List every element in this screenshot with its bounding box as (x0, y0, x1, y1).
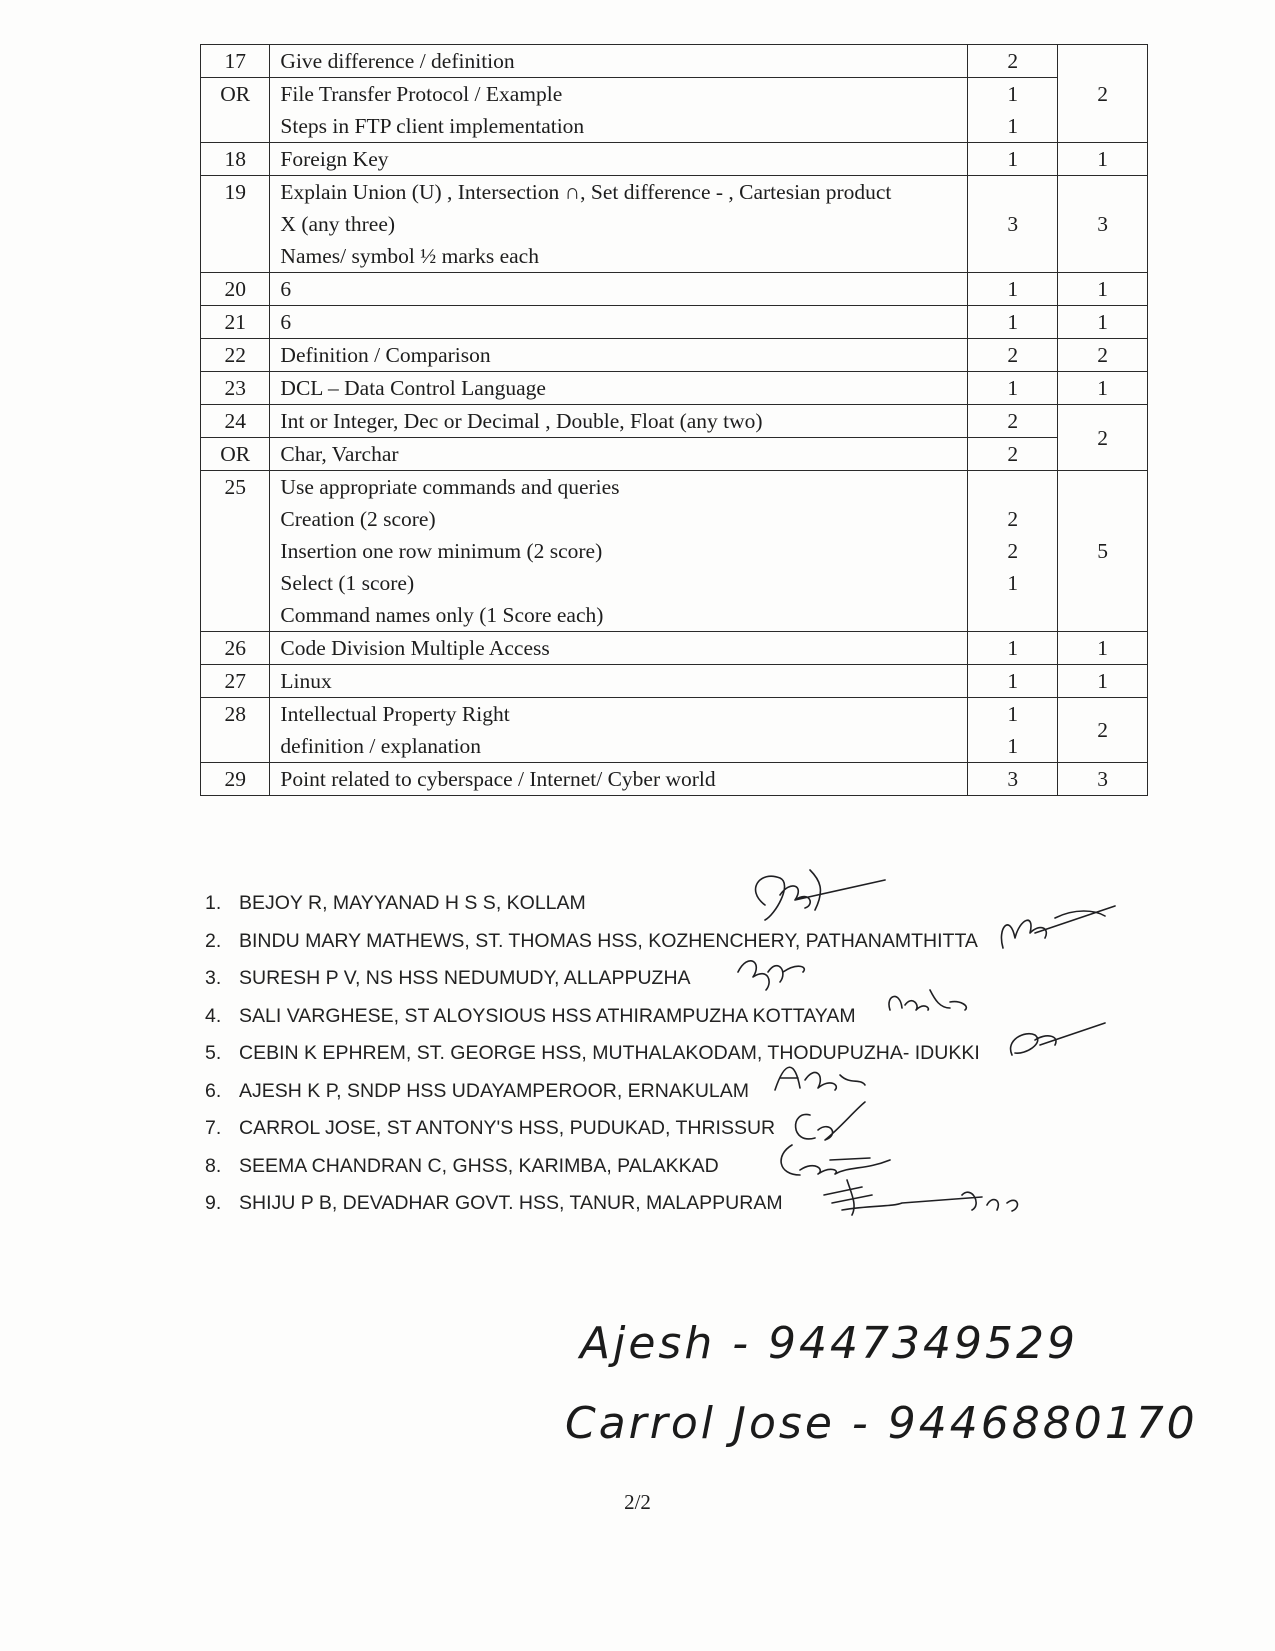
table-row (201, 78, 1148, 143)
member-name: BEJOY R, MAYYANAD H S S, KOLLAM (239, 892, 586, 914)
score: 2 (1007, 507, 1019, 531)
question-number: 19 (201, 176, 270, 273)
member-name: SURESH P V, NS HSS NEDUMUDY, ALLAPPUZHA (239, 967, 691, 989)
total-score: 1 (1058, 273, 1148, 306)
member-name: AJESH K P, SNDP HSS UDAYAMPEROOR, ERNAKULAM (239, 1079, 750, 1102)
answer-text: 6 (280, 310, 292, 334)
answer-text: 6 (280, 277, 292, 301)
answer-text: Names/ symbol ½ marks each (280, 244, 539, 268)
total-score: 1 (1058, 632, 1148, 665)
score: 2 (1007, 409, 1019, 433)
question-number: 27 (201, 665, 270, 698)
table-row (201, 763, 1148, 796)
list-item: 6. AJESH K P, SNDP HSS UDAYAMPEROOR, ERNAKULAM (205, 1079, 750, 1102)
signature-9 (812, 1165, 1022, 1225)
member-name: BINDU MARY MATHEWS, ST. THOMAS HSS, KOZHENCHERY, PATHANAMTHITTA (239, 929, 978, 952)
score: 1 (1007, 669, 1019, 693)
question-number: 28 (201, 698, 270, 763)
answer-text: Creation (2 score) (280, 507, 436, 531)
total-score: 3 (1058, 763, 1148, 796)
answer-text: Int or Integer, Dec or Decimal , Double, Float (any two) (280, 409, 763, 433)
score: 1 (1007, 571, 1019, 595)
total-score: 1 (1058, 143, 1148, 176)
list-item: 1. BEJOY R, MAYYANAD H S S, KOLLAM (205, 892, 586, 914)
table-row (201, 471, 1148, 632)
answer-text: Linux (280, 669, 332, 693)
score: 1 (1007, 147, 1019, 171)
answer-text: Give difference / definition (280, 49, 515, 73)
table-row (201, 176, 1148, 273)
question-number: 20 (201, 273, 270, 306)
table-row (201, 438, 1148, 471)
total-score: 3 (1058, 176, 1148, 273)
table-row (201, 45, 1148, 78)
total-score: 1 (1058, 306, 1148, 339)
list-item: 5. CEBIN K EPHREM, ST. GEORGE HSS, MUTHALAKODAM, THODUPUZHA- IDUKKI (205, 1042, 980, 1064)
question-number: 17 (201, 45, 270, 78)
score: 3 (1007, 212, 1019, 236)
list-item: 3. SURESH P V, NS HSS NEDUMUDY, ALLAPPUZHA (205, 967, 691, 989)
score: 1 (1007, 114, 1019, 138)
handwritten-contact-2: Carrol Jose - 9446880170 (565, 1398, 1198, 1449)
score: 2 (1007, 539, 1019, 563)
question-number: 29 (201, 763, 270, 796)
signature-4 (880, 980, 975, 1020)
table-row (201, 632, 1148, 665)
question-number: 24 (201, 405, 270, 438)
member-name: CARROL JOSE, ST ANTONY'S HSS, PUDUKAD, THRISSUR (239, 1117, 776, 1139)
handwritten-contact-1: Ajesh - 9447349529 (580, 1318, 1078, 1369)
total-score: 2 (1058, 698, 1148, 763)
table-row (201, 339, 1148, 372)
list-item: 7. CARROL JOSE, ST ANTONY'S HSS, PUDUKAD, THRISSUR (205, 1117, 776, 1139)
member-name: CEBIN K EPHREM, ST. GEORGE HSS, MUTHALAKODAM, THODUPUZHA- IDUKKI (239, 1042, 980, 1064)
member-name: SEEMA CHANDRAN C, GHSS, KARIMBA, PALAKKAD (239, 1154, 719, 1177)
total-score: 2 (1058, 339, 1148, 372)
signature-3 (728, 942, 838, 992)
question-number: 18 (201, 143, 270, 176)
table-row (201, 306, 1148, 339)
signature-2 (995, 898, 1125, 953)
list-item: 9. SHIJU P B, DEVADHAR GOVT. HSS, TANUR, MALAPPURAM (205, 1192, 783, 1214)
answer-text: Code Division Multiple Access (280, 636, 550, 660)
answer-text: definition / explanation (280, 734, 482, 758)
answer-text: Use appropriate commands and queries (280, 475, 620, 499)
list-item: 2. BINDU MARY MATHEWS, ST. THOMAS HSS, KOZHENCHERY, PATHANAMTHITTA (205, 929, 978, 952)
total-score: 1 (1058, 372, 1148, 405)
score: 1 (1007, 277, 1019, 301)
score: 1 (1007, 376, 1019, 400)
score: 1 (1007, 734, 1019, 758)
answer-text: Intellectual Property Right (280, 702, 510, 726)
answer-text: Point related to cyberspace / Internet/ Cyber world (280, 767, 716, 791)
answer-text: File Transfer Protocol / Example (280, 82, 563, 106)
table-row (201, 372, 1148, 405)
answer-text: Insertion one row minimum (2 score) (280, 539, 603, 563)
answer-text: X (any three) (280, 212, 396, 236)
total-score: 2 (1058, 405, 1148, 471)
table-row (201, 273, 1148, 306)
page-number: 2/2 (624, 1490, 651, 1514)
score: 3 (1007, 767, 1019, 791)
answer-text: Definition / Comparison (280, 343, 491, 367)
question-number: OR (201, 78, 270, 143)
score: 1 (1007, 636, 1019, 660)
marking-scheme-table (200, 44, 1148, 796)
score: 2 (1007, 442, 1019, 466)
answer-text: Foreign Key (280, 147, 389, 171)
table-row (201, 405, 1148, 438)
question-number: 25 (201, 471, 270, 632)
signature-1 (735, 860, 895, 930)
list-item: 8. SEEMA CHANDRAN C, GHSS, KARIMBA, PALAKKAD (205, 1154, 719, 1177)
total-score: 5 (1058, 471, 1148, 632)
table-row (201, 698, 1148, 763)
question-number: 21 (201, 306, 270, 339)
table-row (201, 665, 1148, 698)
score: 2 (1007, 343, 1019, 367)
list-item: 4. SALI VARGHESE, ST ALOYSIOUS HSS ATHIRAMPUZHA KOTTAYAM (205, 1004, 856, 1027)
answer-text: Command names only (1 Score each) (280, 603, 604, 627)
answer-text: Char, Varchar (280, 442, 399, 466)
answer-text: Steps in FTP client implementation (280, 114, 585, 138)
total-score: 2 (1058, 45, 1148, 143)
score: 1 (1007, 310, 1019, 334)
question-number: 26 (201, 632, 270, 665)
table-row (201, 143, 1148, 176)
answer-text: Explain Union (U) , Intersection ∩, Set difference - , Cartesian product (280, 180, 892, 204)
answer-text: DCL – Data Control Language (280, 376, 546, 400)
score: 2 (1007, 49, 1019, 73)
score: 1 (1007, 82, 1019, 106)
signature-5 (1000, 1015, 1110, 1060)
member-name: SALI VARGHESE, ST ALOYSIOUS HSS ATHIRAMPUZHA KOTTAYAM (239, 1004, 856, 1027)
total-score: 1 (1058, 665, 1148, 698)
answer-text: Select (1 score) (280, 571, 415, 595)
member-name: SHIJU P B, DEVADHAR GOVT. HSS, TANUR, MALAPPURAM (239, 1192, 783, 1214)
score: 1 (1007, 702, 1019, 726)
question-number: 22 (201, 339, 270, 372)
question-number: OR (201, 438, 270, 471)
question-number: 23 (201, 372, 270, 405)
